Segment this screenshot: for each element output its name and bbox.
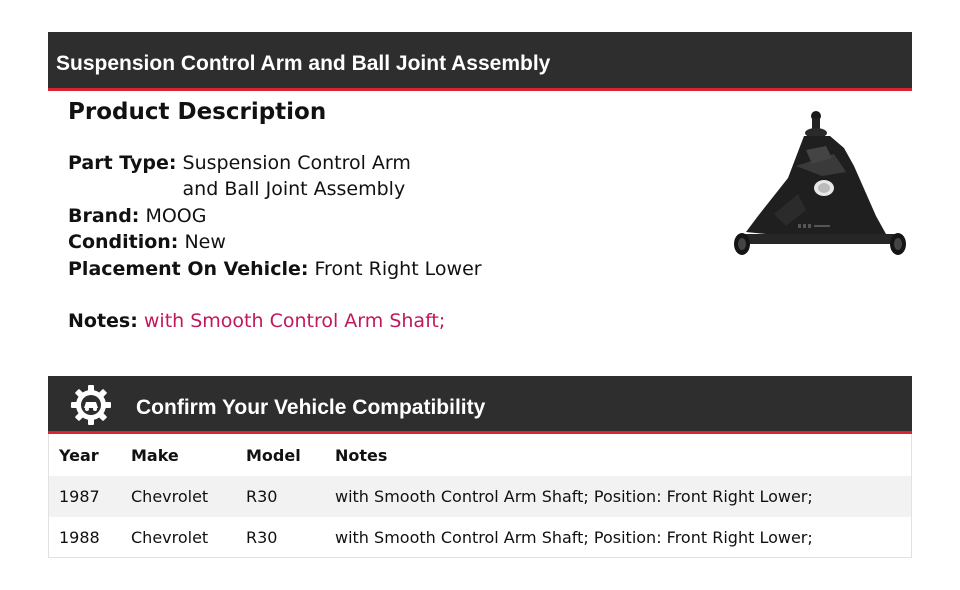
compatibility-grid (49, 434, 911, 558)
spec-label: Part Type: (68, 152, 177, 174)
product-title: Suspension Control Arm and Ball Joint Assembly (56, 52, 551, 75)
column-header-make: Make (131, 445, 179, 465)
table-header-row (49, 434, 911, 476)
column-header-model: Model (246, 445, 301, 465)
cell-year: 1988 (59, 528, 100, 547)
spec-condition (68, 229, 668, 255)
cell-make: Chevrolet (121, 476, 236, 517)
spec-list (68, 150, 668, 282)
table-row (49, 476, 911, 517)
cell-model: R30 (236, 476, 325, 517)
spec-label: Placement On Vehicle: (68, 257, 309, 280)
cell-year: 1987 (49, 476, 121, 517)
notes-value: with Smooth Control Arm Shaft; (143, 310, 446, 333)
spec-label: Condition: (68, 231, 179, 254)
cell-notes: with Smooth Control Arm Shaft; Position: Front Right Lower; (335, 528, 813, 547)
table-row (49, 517, 911, 558)
gear-car-icon (70, 384, 112, 426)
spec-label: Brand: (68, 204, 140, 227)
spec-placement (68, 256, 668, 282)
notes-line (68, 308, 668, 334)
spec-value: Front Right Lower (314, 257, 482, 280)
control-arm-image (726, 106, 910, 266)
notes-label: Notes: (68, 310, 138, 333)
cell-make: Chevrolet (131, 528, 209, 547)
compatibility-title: Confirm Your Vehicle Compatibility (136, 396, 486, 419)
compatibility-banner (48, 376, 912, 434)
cell-notes: with Smooth Control Arm Shaft; Position: Front Right Lower; (325, 476, 911, 517)
spec-value: Suspension Control Arm and Ball Joint Assembly (182, 152, 411, 201)
spec-value: New (184, 231, 226, 254)
spec-part-type (68, 150, 668, 203)
column-header-year: Year (59, 445, 99, 465)
product-description-heading: Product Description (68, 99, 327, 125)
spec-brand (68, 203, 668, 229)
cell-model: R30 (246, 528, 278, 547)
column-header-notes: Notes (335, 445, 388, 465)
compatibility-table (48, 434, 912, 558)
product-description-section (68, 96, 668, 334)
product-title-banner (48, 32, 912, 91)
spec-value: MOOG (145, 204, 207, 227)
